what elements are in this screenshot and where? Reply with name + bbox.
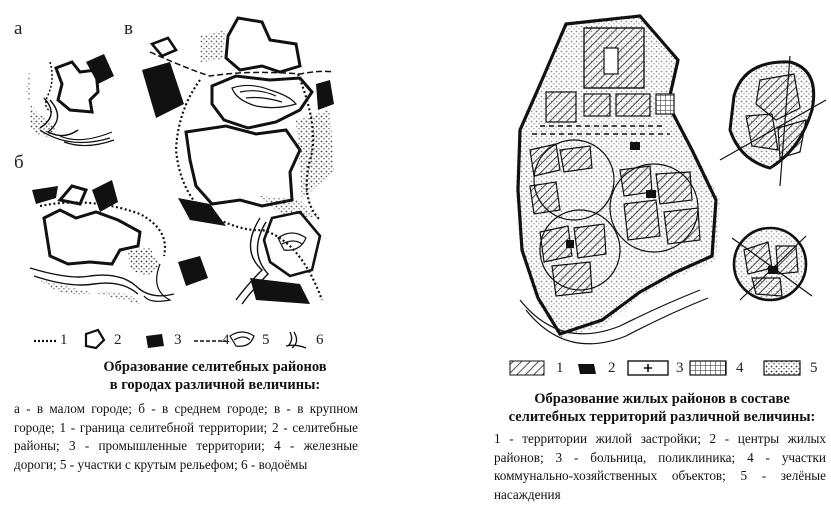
right-caption-title-line2: селитебных территорий различной величины: (508, 409, 816, 425)
left-caption-title-line1: Образование селитебных районов (103, 359, 327, 375)
right-legend-num-4: 4 (736, 360, 744, 376)
green-space-dotted-icon (764, 361, 800, 375)
left-caption-title (14, 358, 416, 394)
left-legend-num-1: 1 (60, 332, 68, 348)
water-body-icon (286, 332, 306, 348)
left-legend-num-6: 6 (316, 332, 324, 348)
right-legend-num-3: 3 (676, 360, 684, 376)
hospital-cross-icon (628, 361, 668, 375)
panel-v-large-city (142, 18, 334, 304)
right-caption-title-line1: Образование жилых районов в составе (534, 391, 790, 407)
panel-label-a: а (14, 18, 23, 39)
right-caption-title (494, 390, 830, 426)
hatched-residential-icon (510, 361, 544, 375)
utility-grid-icon (690, 361, 726, 375)
left-caption-body: а - в малом городе; б - в среднем городе; в - в крупном городе; 1 - граница селитебной территории; 2 - селитебные районы; 3 - промышленные территории; 4 - железные дороги; 5 - участки с крутым рельефом; 6 - водоёмы (14, 401, 358, 472)
industrial-block-icon (146, 334, 164, 348)
residential-outline-icon (86, 330, 104, 348)
left-caption-title-line2: в городах различной величины: (109, 377, 321, 393)
right-legend-icons (510, 361, 800, 375)
left-legend-num-4: 4 (222, 332, 230, 348)
right-legend-num-1: 1 (556, 360, 564, 376)
right-bottom-plan (732, 228, 812, 300)
panel-label-b: б (14, 152, 24, 173)
panel-label-v: в (124, 18, 133, 39)
left-legend-num-3: 3 (174, 332, 182, 348)
left-legend-num-2: 2 (114, 332, 122, 348)
steep-relief-icon (230, 332, 254, 346)
panel-a-small-town (27, 54, 114, 146)
panel-b-medium-town (30, 180, 208, 304)
left-legend-num-5: 5 (262, 332, 270, 348)
district-center-icon (578, 364, 596, 374)
right-top-plan (720, 56, 826, 186)
right-legend-num-2: 2 (608, 360, 616, 376)
right-legend-num-5: 5 (810, 360, 818, 376)
right-caption-body: 1 - территории жилой застройки; 2 - центры жилых районов; 3 - больница, поликлиника; 4 - участки коммунально-хозяйственных объектов; 5 - зелёные насаждения (494, 431, 826, 502)
right-main-plan (516, 14, 720, 344)
